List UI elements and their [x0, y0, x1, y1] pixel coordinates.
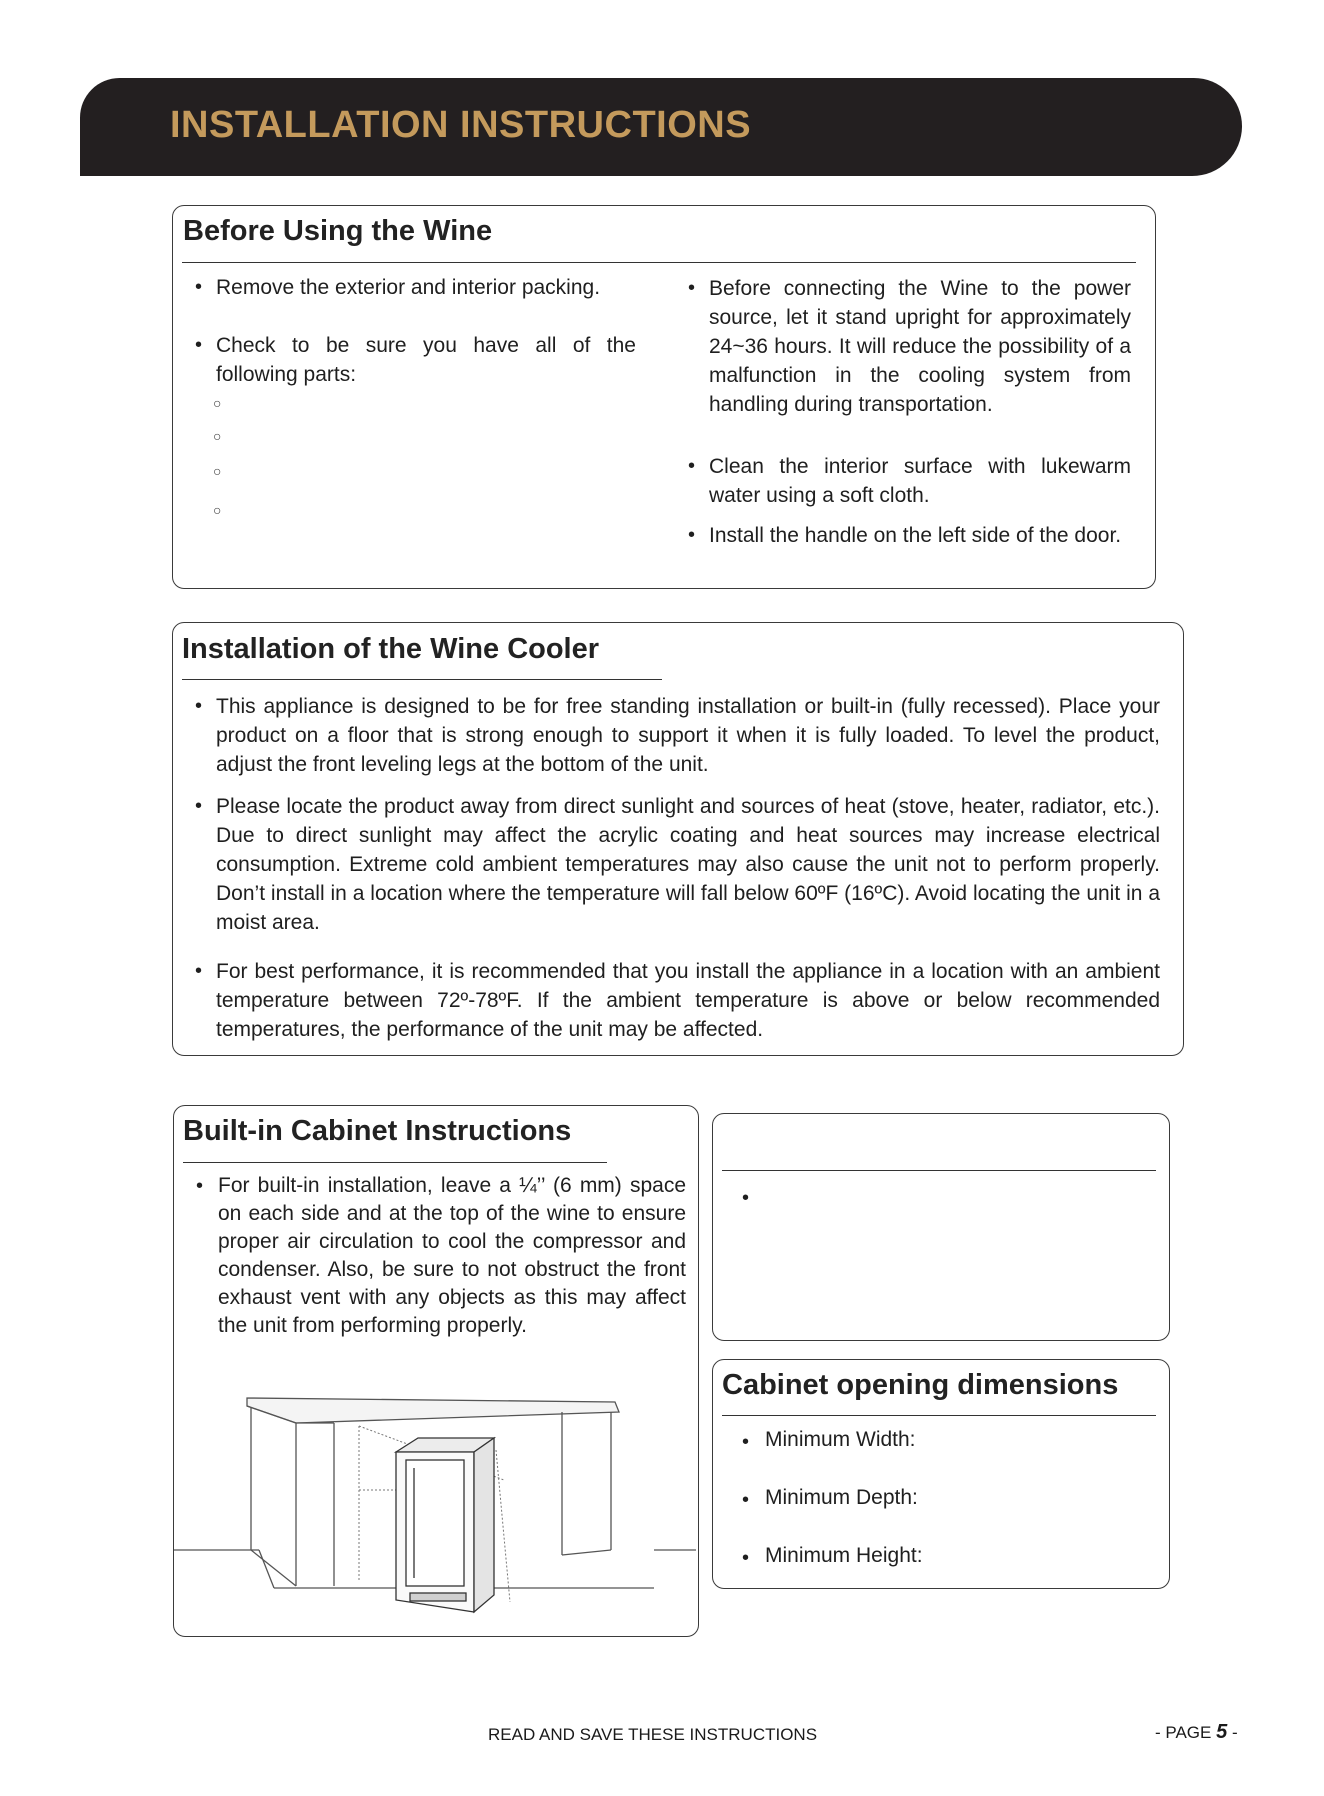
bullet-glyph: •: [195, 795, 203, 817]
before-using-title: Before Using the Wine: [183, 215, 493, 247]
installation-title: Installation of the Wine Cooler: [182, 633, 600, 665]
notes-rule: [722, 1170, 1156, 1171]
bullet-glyph: •: [688, 455, 696, 477]
stand-upright-text: Before connecting the Wine to the power source, let it stand upright for approximately 24~36 hours. It will reduce the possibility of a malfunction in the cooling system from handling during transportation.: [709, 277, 1131, 416]
air-circulation-text: For built-in installation, leave a ¼’’ (6 mm) space on each side and at the top of the wine to ensure proper air circulation to cool the compressor and condenser. Also, be sure to not obstruct the front exhaust vent with any objects as this may affect the unit from performing properly.: [218, 1174, 686, 1337]
minimum-depth-label: Minimum Depth:: [765, 1486, 918, 1509]
free-standing-text: This appliance is designed to be for free standing installation or built-in (fully recessed). Place your product on a floor that is strong enough to support it when it is fully loaded. To level the product, adjust the front leveling legs at the bottom of the unit.: [216, 695, 1160, 776]
bullet-glyph: •: [195, 960, 203, 982]
footer-read-save: READ AND SAVE THESE INSTRUCTIONS: [488, 1725, 818, 1744]
bullet-glyph: •: [196, 1175, 204, 1197]
cabinet-dimensions-rule: [722, 1415, 1156, 1416]
bullet-glyph: •: [742, 1431, 750, 1453]
best-performance-text: For best performance, it is recommended that you install the appliance in a location with an ambient temperature between 72º-78ºF. If the ambient temperature is above or below recommended temperatures, the performance of the unit may be affected.: [216, 960, 1160, 1041]
sub-bullet: ○: [213, 502, 222, 518]
header-bar: [80, 78, 1242, 176]
notes-section: [712, 1113, 1170, 1341]
bullet-glyph: •: [688, 277, 696, 299]
page-number: 5: [1216, 1721, 1228, 1743]
remove-packing-text: Remove the exterior and interior packing.: [216, 276, 601, 299]
install-handle-text: Install the handle on the left side of the door.: [709, 524, 1122, 547]
bullet-glyph: •: [688, 524, 696, 546]
built-in-title: Built-in Cabinet Instructions: [183, 1115, 572, 1147]
built-in-cabinet-illustration: [174, 1390, 696, 1630]
sub-bullet: ○: [213, 395, 222, 411]
page-title: INSTALLATION INSTRUCTIONS: [170, 104, 752, 146]
minimum-width-label: Minimum Width:: [765, 1428, 916, 1451]
built-in-rule: [183, 1162, 607, 1163]
sub-bullet: ○: [213, 428, 222, 444]
cabinet-dimensions-title: Cabinet opening dimensions: [722, 1369, 1119, 1401]
bullet-glyph: •: [195, 334, 203, 356]
sub-bullet: ○: [213, 463, 222, 479]
installation-rule: [182, 679, 662, 680]
page-suffix: -: [1231, 1723, 1238, 1742]
bullet-glyph: •: [195, 695, 203, 717]
bullet-glyph: •: [742, 1489, 750, 1511]
page-indicator: [1155, 1721, 1238, 1744]
bullet-glyph: •: [742, 1547, 750, 1569]
bullet-glyph: •: [742, 1187, 750, 1209]
page-prefix: - PAGE: [1155, 1723, 1212, 1742]
bullet-glyph: •: [195, 276, 203, 298]
before-using-rule: [182, 262, 1136, 263]
sunlight-heat-text: Please locate the product away from direct sunlight and sources of heat (stove, heater, radiator, etc.). Due to direct sunlight may affect the acrylic coating and heat sources may increase electrical consumption. Extreme cold ambient temperatures may also cause the unit not to perform properly. Don’t install in a location where the temperature will fall below 60ºF (16ºC). Avoid locating the unit in a moist area.: [216, 795, 1160, 934]
check-parts-text: Check to be sure you have all of the following parts:: [216, 334, 636, 386]
minimum-height-label: Minimum Height:: [765, 1544, 923, 1567]
clean-interior-text: Clean the interior surface with lukewarm water using a soft cloth.: [709, 455, 1131, 507]
